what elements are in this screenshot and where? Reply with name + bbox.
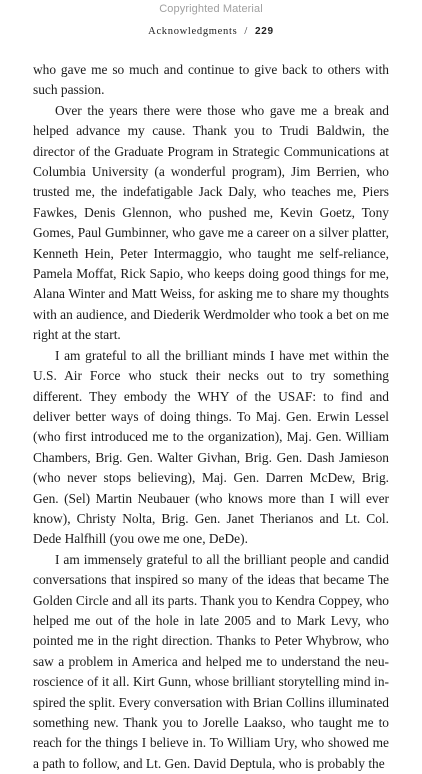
body-text [33,60,389,774]
paragraph: I am immensely grateful to all the brilliant people and candid conversations that inspired so many of the ideas that became The Golden Circle and all its parts. Thank you to Kendra Coppey, who helped me out of the hole in late 2005 and to Mark Levy, who pointed me in the right direction. Thanks to Peter Whybrow, who saw a problem in America and helped me to understand the neuroscience of it all. Kirt Gunn, whose brilliant storytelling mind inspired the split. Every conversation with Brian Collins illuminated something new. Thank you to Jorelle Laakso, who taught me to reach for the things I believe in. To William Ury, who showed me a path to follow, and Lt. Gen. David Deptula, who is probably the [33,551,389,771]
copyright-watermark: Copyrighted Material [159,3,263,15]
page-number: 229 [255,26,274,37]
section-title: Acknowledgments [148,26,238,37]
running-header [0,26,422,37]
header-separator: / [244,26,249,37]
paragraph: Over the years there were those who gave me a break and helped advance my cause. Thank you to Trudi Baldwin, the director of the Graduate Program in Strategic Communications at Columbia University (a wonderful program), Jim Berrien, who trusted me, the indefatigable Jack Daly, who teaches me, Piers Fawkes, Denis Glennon, who pushed me, Kevin Goetz, Tony Gomes, Paul Gumbinner, who gave me a career on a silver platter, Kenneth Hein, Peter Intermaggio, who taught me self-reliance, Pamela Moffat, Rick Sapio, who keeps doing good things for me, Alana Winter and Matt Weiss, for asking me to share my thoughts with an audience, and Diederik Werdmolder who took a bet on me right at the start. [33,102,389,343]
paragraph-continued: who gave me so much and continue to give back to others with such passion. [33,62,389,98]
paragraph: I am grateful to all the brilliant minds I have met within the U.S. Air Force who stuck their necks out to try something different. They embody the WHY of the USAF: to find and deliver better ways of doing things. To Maj. Gen. Erwin Lessel (who first introduced me to the organization), Maj. Gen. William Chambers, Brig. Gen. Walter Givhan, Brig. Gen. Dash Jamieson (who never stops believing), Maj. Gen. Darren McDew, Brig. Gen. (Sel) Martin Neubauer (who knows more than I will ever know), Christy Nolta, Brig. Gen. Janet Therianos and Lt. Col. Dede Halfhill (you owe me one, DeDe). [33,347,389,547]
